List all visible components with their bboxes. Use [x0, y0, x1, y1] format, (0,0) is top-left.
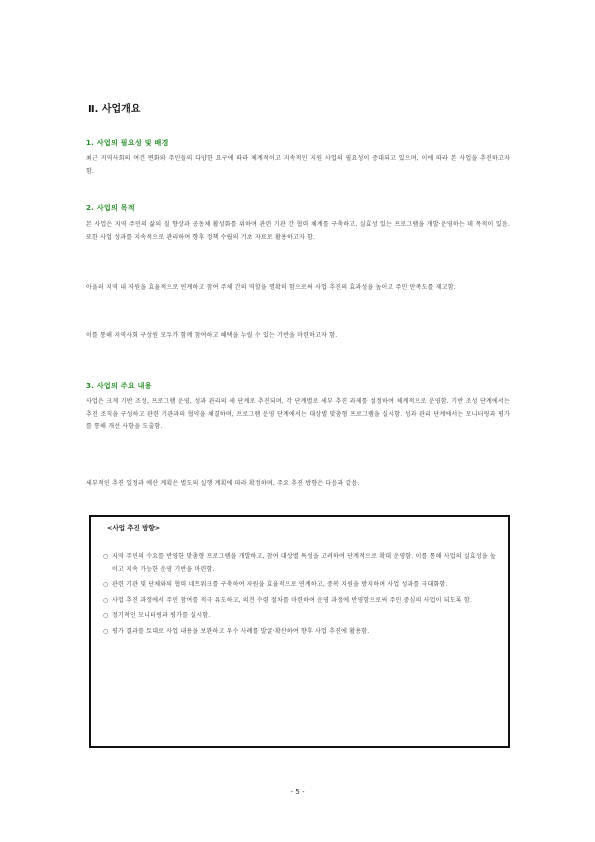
section-3-paragraph-1: 사업은 크게 기반 조성, 프로그램 운영, 성과 관리의 세 단계로 추진되며, 각 단계별로 세부 추진 과제를 설정하여 체계적으로 운영함. 기반 조성 단계에서는 추진 조직을 구성하고 관련 기관과의 협약을 체결하며, 프로그램 운영 단계에서는 대상별 맞춤형 프로그램을 실시함. 성과 관리 단계에서는 모니터링과 평가를 통해 개선 사항을 도출함.: [86, 398, 510, 430]
section-2-paragraph-2: 아울러 지역 내 자원을 효율적으로 연계하고 참여 주체 간의 역할을 명확히 함으로써 사업 추진의 효과성을 높이고 주민 만족도를 제고함.: [86, 284, 456, 291]
bullet-icon: ○: [103, 627, 109, 635]
bullet-icon: ○: [103, 581, 109, 588]
page-number: - 5 -: [290, 788, 305, 796]
box-list: [103, 551, 498, 641]
section-heading-3: 3. 사업의 주요 내용: [86, 382, 152, 390]
section-heading-2: 2. 사업의 목적: [86, 204, 135, 212]
bullet-icon: ○: [103, 612, 109, 619]
box-item-text: 지역 주민의 수요를 반영한 맞춤형 프로그램을 개발하고, 참여 대상별 특성을 고려하여 단계적으로 확대 운영함. 이를 통해 사업의 실효성을 높이고 지속 가능한 운영 기반을 마련함.: [112, 553, 496, 573]
section-3-paragraph-2: 세부적인 추진 일정과 예산 계획은 별도의 실행 계획에 따라 확정하며, 주요 추진 방향은 다음과 같음.: [86, 480, 360, 487]
box-item-text: 평가 결과를 토대로 사업 내용을 보완하고 우수 사례를 발굴·확산하여 향후 사업 추진에 활용함.: [112, 627, 370, 635]
box-list-item: [103, 626, 498, 639]
section-heading-1: 1. 사업의 필요성 및 배경: [86, 139, 169, 147]
section-1-paragraph-1: 최근 지역사회의 여건 변화와 주민들의 다양한 요구에 따라 체계적이고 지속적인 지원 사업의 필요성이 증대되고 있으며, 이에 따라 본 사업을 추진하고자 함.: [86, 155, 510, 175]
box-list-item: [103, 610, 498, 623]
page-title: Ⅱ. 사업개요: [88, 104, 141, 115]
section-2-paragraph-1: 본 사업은 지역 주민의 삶의 질 향상과 공동체 활성화를 위하여 관련 기관 간 협력 체계를 구축하고, 실효성 있는 프로그램을 개발·운영하는 데 목적이 있음. 또한 사업 성과를 지속적으로 관리하여 향후 정책 수립의 기초 자료로 활용하고자 함.: [86, 221, 510, 241]
direction-box: [89, 515, 510, 748]
box-item-text: 관련 기관 및 단체와의 협력 네트워크를 구축하여 자원을 효율적으로 연계하고, 중복 지원을 방지하며 사업 성과를 극대화함.: [112, 581, 448, 588]
box-list-item: [103, 551, 498, 576]
box-list-item: [103, 579, 498, 592]
section-2-paragraph-3: 이를 통해 지역사회 구성원 모두가 함께 참여하고 혜택을 누릴 수 있는 기반을 마련하고자 함.: [86, 332, 338, 339]
box-list-item: [103, 595, 498, 608]
box-item-text: 정기적인 모니터링과 평가를 실시함.: [112, 612, 211, 619]
bullet-icon: ○: [103, 596, 109, 604]
bullet-icon: ○: [103, 553, 109, 560]
box-item-text: 사업 추진 과정에서 주민 참여를 적극 유도하고, 의견 수렴 절차를 마련하여 운영 과정에 반영함으로써 주민 중심의 사업이 되도록 함.: [112, 596, 472, 604]
box-title: <사업 추진 방향>: [107, 524, 161, 532]
